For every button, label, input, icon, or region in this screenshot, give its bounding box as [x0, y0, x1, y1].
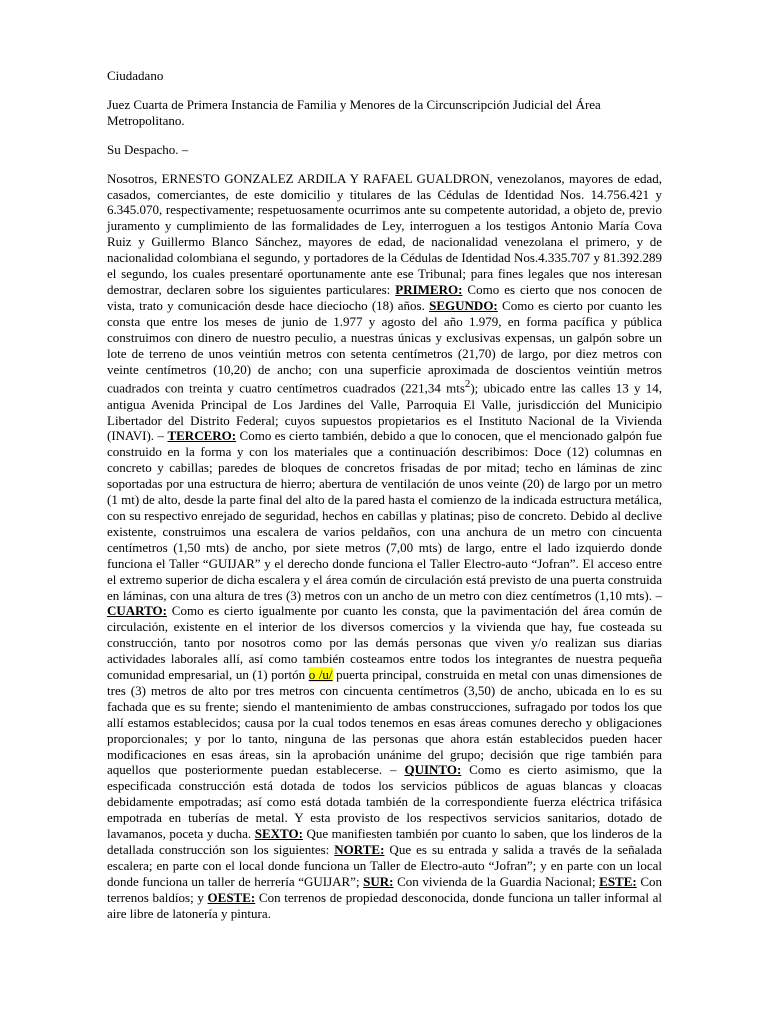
heading-tercero: TERCERO:	[167, 428, 237, 444]
addressee-line: Ciudadano	[107, 68, 164, 83]
sexto-text: Que manifiesten también por cuanto lo saben, que los linderos de la detallada construcción son los siguientes:	[107, 826, 662, 858]
este-text: Con terrenos baldíos; y	[107, 873, 662, 905]
cuarto-text-2: puerta principal, construida en metal con unas dimensiones de tres (3) metros de alto por tres metros con cincuenta centímetros (3,50) de ancho, ubicada en lo es su fachada que es su frente; siendo el mantenimiento de ambas construcciones, sufragado por todos los que allí estamos establecidos; causa por la cual todos tenemos en esas áreas comunes derecho y obligaciones proporcionales; y por lo tanto, ninguna de las personas que ahora están establecidos pueden hacer modificaciones en esas áreas, sin la aprobación unánime del grupo; decisión que rige también para aquellos que posteriormente puedan establecerse. –	[107, 667, 662, 778]
primero-text: Como es cierto que nos conocen de vista, trato y comunicación desde hace dieciocho (18) años.	[107, 281, 662, 313]
closing-salute: Su Despacho. –	[107, 141, 189, 157]
heading-primero: PRIMERO:	[395, 281, 463, 297]
heading-quinto: QUINTO:	[404, 762, 462, 778]
segundo-text-2: ); ubicado entre las calles 13 y 14, antigua Avenida Principal de Los Jardines del Valle, Parroquia El Valle, jurisdicción del Municipio Libertador del Distrito Federal; cuyos supuestos propietarios es el Instituto Nacional de la Vivienda (INAVI). –	[107, 380, 663, 444]
norte-text: Que es su entrada y salida a través de la señalada escalera; en parte con el local donde funciona un Taller de Electro-auto “Jofran”; y en parte con un local donde funciona un taller de herrería “GUIJAR”;	[107, 842, 662, 889]
intro-text: Nosotros, ERNESTO GONZALEZ ARDILA Y RAFAEL GUALDRON, venezolanos, mayores de edad, casados, comerciantes, de este domicilio y titulares de las Cédulas de Identidad Nos. 14.756.421 y 6.345.070, respectivamente; respetuosamente ocurrimos ante su competente autoridad, a objeto de, previo juramento y cumplimiento de las formalidades de Ley, interroguen a los testigos Antonio María Cova Ruiz y Guillermo Blanco Sánchez, mayores de edad, de nacionalidad venezolana el primero, y de nacionalidad colombiana el segundo, y portadores de la Cédulas de Identidad Nos.4.335.707 y 81.392.289 el segundo, los cuales presentaré oportunamente ante ese Tribunal; para fines legales que nos interesan demostrar, declaren sobre los siguientes particulares:	[107, 170, 662, 297]
heading-segundo: SEGUNDO:	[429, 297, 498, 313]
oeste-text: Con terrenos de propiedad desconocida, donde funciona un taller informal al aire libre de latonería y pintura.	[107, 889, 662, 921]
heading-norte: NORTE:	[334, 842, 385, 858]
document-page	[107, 68, 662, 922]
superscript-2: 2	[464, 378, 471, 391]
heading-sexto: SEXTO:	[254, 826, 303, 842]
cuarto-text-1: Como es cierto igualmente por cuanto les consta, que la pavimentación del área común de circulación, existente en el interior de los diversos comercios y la vivienda que hay, fue costeada su construcción, tanto por nosotros como por las demás personas que viven y/o realizan sus diarias actividades laborales allí, así como también costeamos entre todos los integrantes de nuestra pequeña comunidad empresarial, un (1) portón	[107, 603, 662, 683]
heading-sur: SUR:	[363, 873, 394, 889]
tercero-text: Como es cierto también, debido a que lo conocen, que el mencionado galpón fue construido en la forma y con los materiales que a continuación describimos: Doce (12) columnas en concreto y cabillas; paredes de bloques de concretos frisadas de por mitad; techo en láminas de zinc soportadas por una estructura de hierro; abertura de ventilación de unos veinte (20) de largo por un metro (1 mt) de alto, desde la parte final del alto de la pared hasta el comienzo de la indicada estructura metálica, con su respectivo enrejado de seguridad, hechos en cabillas y platinas; piso de concreto. Debido al declive existente, construimos una escalera de varios peldaños, con una anchura de un metro con cincuenta centímetros (1,50 mts) de ancho, por siete metros (7,00 mts) de largo, entre el lado izquierdo donde funciona el Taller “GUIJAR” y el derecho donde funciona el Taller Electro-auto “Jofran”. El acceso entre el extremo superior de dicha escalera y el área común de circulación está previsto de una puerta construida en láminas, con una altura de tres (3) metros con un ancho de un metro con diez centímetros (1,10 mts). –	[107, 428, 663, 603]
highlighted-text: o /u/	[308, 667, 333, 683]
segundo-text-1: Como es cierto por cuanto les consta que entre los meses de junio de 1.977 y agosto del año 1.979, en forma pacífica y pública construimos con dinero de nuestro peculio, a nuestras únicas y exclusivas expensas, un galpón sobre un lote de terreno de unos veintiún metros con setenta centímetros (21,70) de largo, por diez metros con veinte centímetros (10,20) de ancho; con una superficie aproximada de doscientos veintiún metros cuadrados con treinta y cuatro centímetros cuadrados (221,34 mts	[107, 297, 662, 396]
addressee: Juez Cuarta de Primera Instancia de Familia y Menores de la Circunscripción Judicial del Área Metropolitano.	[107, 96, 601, 128]
sur-text: Con vivienda de la Guardia Nacional;	[393, 873, 596, 889]
heading-este: ESTE:	[599, 873, 637, 889]
letter-body	[107, 171, 662, 922]
quinto-text: Como es cierto asimismo, que la especificada construcción está dotada de todos los servicios públicos de aguas blancas y cloacas debidamente empotradas; así como está dotada también de la correspondiente fuerza eléctrica trifásica empotrada en tuberías de metal. Y esta provisto de los respectivos servicios sanitarios, dotado de lavamanos, poceta y ducha.	[107, 762, 663, 842]
heading-oeste: OESTE:	[207, 889, 256, 905]
heading-cuarto: CUARTO:	[107, 603, 167, 619]
